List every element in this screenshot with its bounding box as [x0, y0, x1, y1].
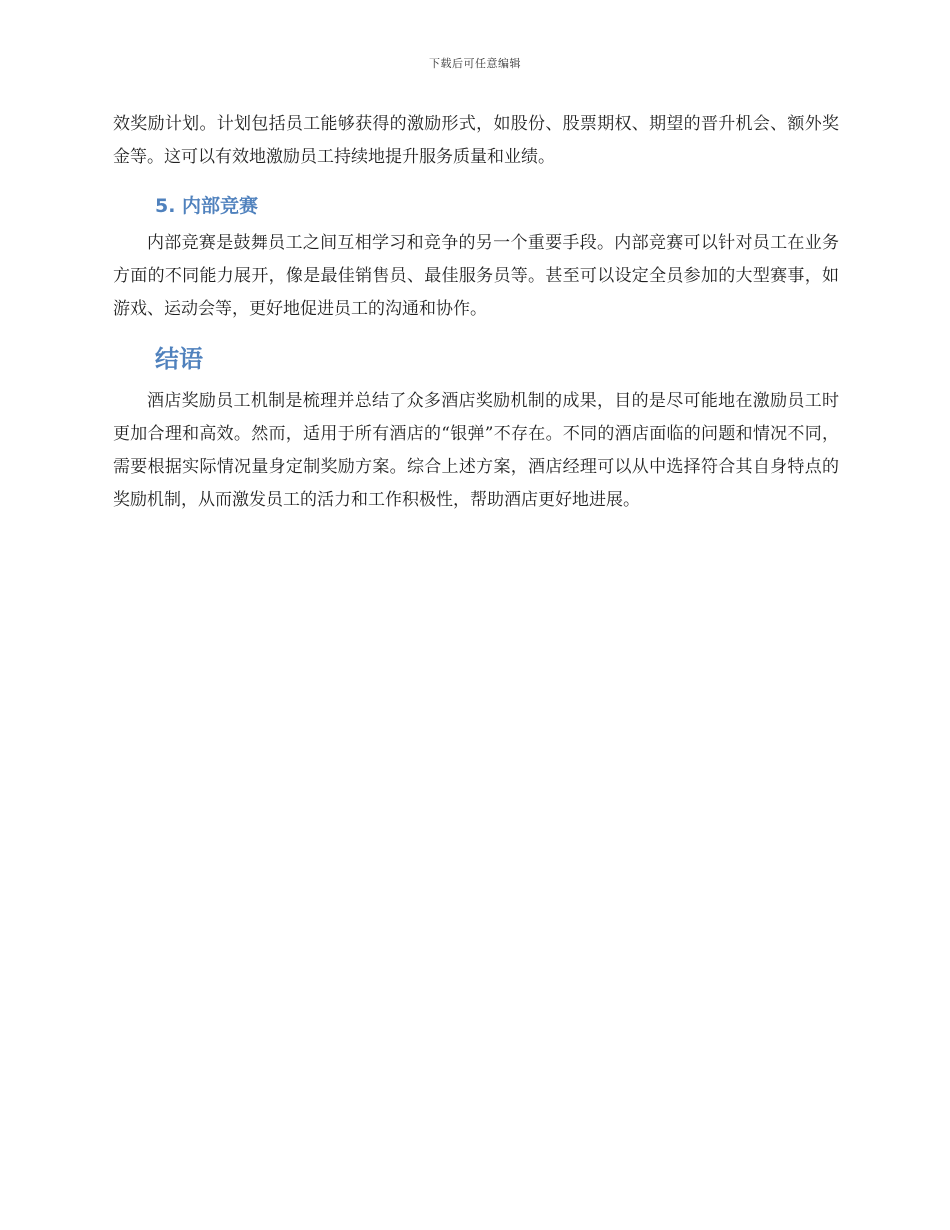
document-body	[113, 108, 839, 517]
page-header-note: 下载后可任意编辑	[429, 57, 521, 70]
conclusion-paragraph: 酒店奖励员工机制是梳理并总结了众多酒店奖励机制的成果，目的是尽可能地在激励员工时更加合理和高效。然而，适用于所有酒店的“银弹”不存在。不同的酒店面临的问题和情况不同，需要根据实际情况量身定制奖励方案。综合上述方案，酒店经理可以从中选择符合其自身特点的奖励机制，从而激发员工的活力和工作积极性，帮助酒店更好地进展。	[113, 391, 839, 510]
section-heading-internal-competition: 5. 内部竞赛	[155, 195, 259, 217]
internal-competition-paragraph: 内部竞赛是鼓舞员工之间互相学习和竞争的另一个重要手段。内部竞赛可以针对员工在业务方面的不同能力展开，像是最佳销售员、最佳服务员等。甚至可以设定全员参加的大型赛事，如游戏、运动会等，更好地促进员工的沟通和协作。	[113, 233, 839, 319]
section-heading-conclusion: 结语	[155, 345, 203, 373]
intro-paragraph: 效奖励计划。计划包括员工能够获得的激励形式，如股份、股票期权、期望的晋升机会、额外奖金等。这可以有效地激励员工持续地提升服务质量和业绩。	[113, 114, 839, 167]
